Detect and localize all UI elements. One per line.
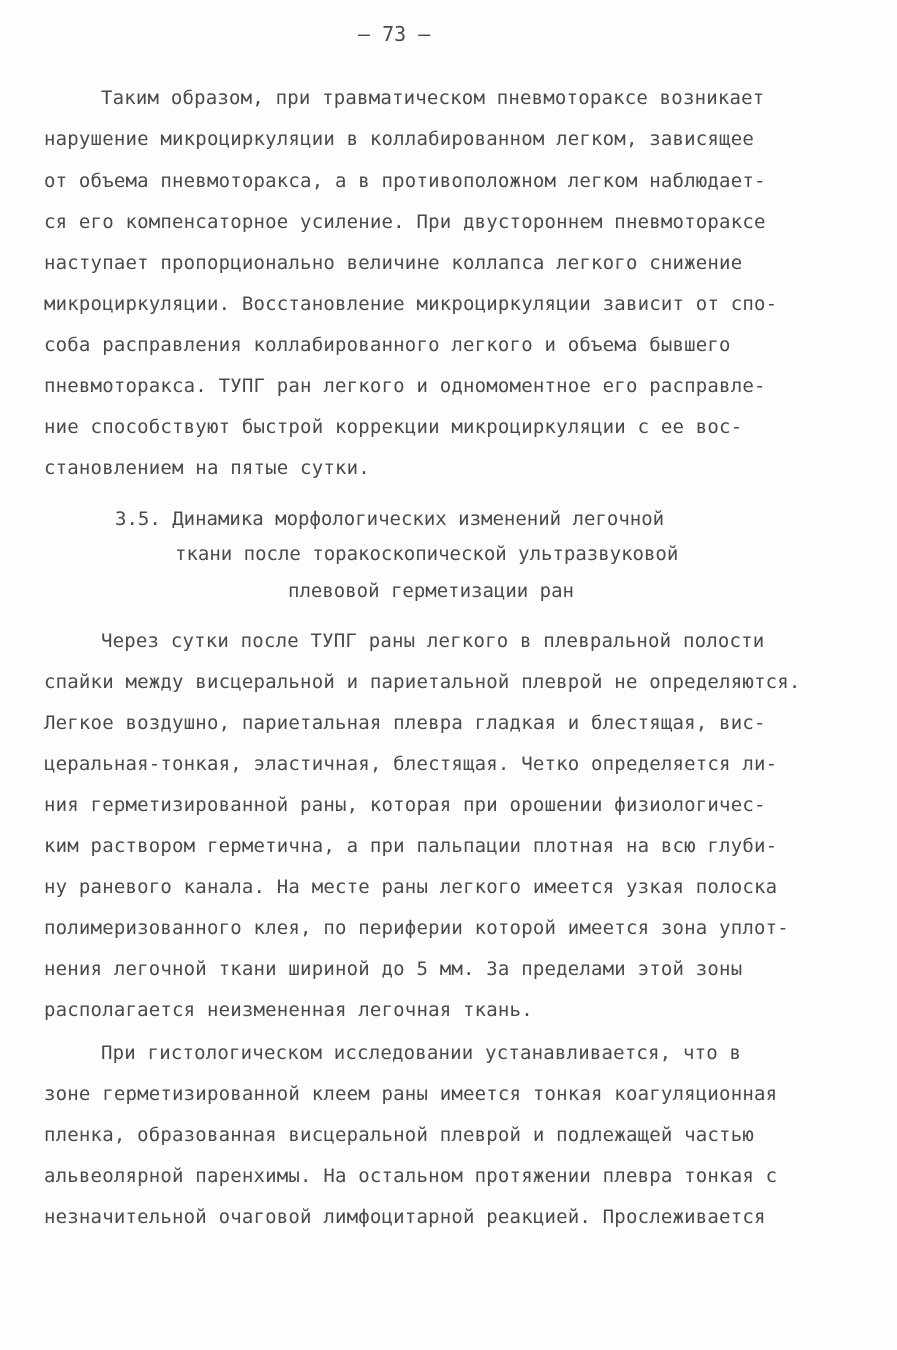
text-line: незначительной очаговой лимфоцитарной реакцией. Прослеживается: [44, 1206, 766, 1228]
text-line: располагается неизмененная легочная ткань.: [44, 999, 533, 1021]
text-line: спайки между висцеральной и париетальной плеврой не определяются.: [44, 671, 801, 693]
text-line: ся его компенсаторное усиление. При двустороннем пневмотораксе: [44, 211, 766, 233]
text-line: полимеризованного клея, по периферии которой имеется зона уплот-: [44, 917, 789, 939]
text-line: Легкое воздушно, париетальная плевра гладкая и блестящая, вис-: [44, 712, 766, 734]
text-line: пневмоторакса. ТУПГ ран легкого и одномоментное его расправле-: [44, 375, 766, 397]
text-line: становлением на пятые сутки.: [44, 457, 370, 479]
text-line: пленка, образованная висцеральной плеврой и подлежащей частью: [44, 1124, 754, 1146]
heading-line: 3.5. Динамика морфологических изменений легочной: [115, 508, 665, 530]
text-line: При гистологическом исследовании устанавливается, что в: [101, 1042, 742, 1064]
text-line: ния герметизированной раны, которая при орошении физиологичес-: [44, 794, 766, 816]
text-line: альвеолярной паренхимы. На остальном протяжении плевра тонкая с: [44, 1165, 778, 1187]
text-line: нарушение микроциркуляции в коллабированном легком, зависящее: [44, 128, 754, 150]
text-line: ние способствуют быстрой коррекции микроциркуляции с ее вос-: [44, 416, 743, 438]
page-number: – 73 –: [358, 22, 431, 46]
text-line: наступает пропорционально величине коллапса легкого снижение: [44, 252, 743, 274]
text-line: нения легочной ткани шириной до 5 мм. За пределами этой зоны: [44, 958, 743, 980]
text-line: Таким образом, при травматическом пневмотораксе возникает: [101, 87, 765, 109]
text-line: ну раневого канала. На месте раны легкого имеется узкая полоска: [44, 876, 778, 898]
text-line: от объема пневмоторакса, а в противоположном легком наблюдает-: [44, 170, 766, 192]
text-line: соба расправления коллабированного легкого и объема бывшего: [44, 334, 731, 356]
text-line: Через сутки после ТУПГ раны легкого в плевральной полости: [101, 630, 765, 652]
text-line: ким раствором герметична, а при пальпации плотная на всю глуби-: [44, 835, 778, 857]
heading-line: ткани после торакоскопической ультразвуковой: [175, 543, 679, 565]
text-line: микроциркуляции. Восстановление микроциркуляции зависит от спо-: [44, 293, 778, 315]
text-line: церальная-тонкая, эластичная, блестящая. Четко определяется ли-: [44, 753, 778, 775]
heading-line: плевовой герметизации ран: [288, 580, 574, 602]
text-line: зоне герметизированной клеем раны имеется тонкая коагуляционная: [44, 1083, 778, 1105]
